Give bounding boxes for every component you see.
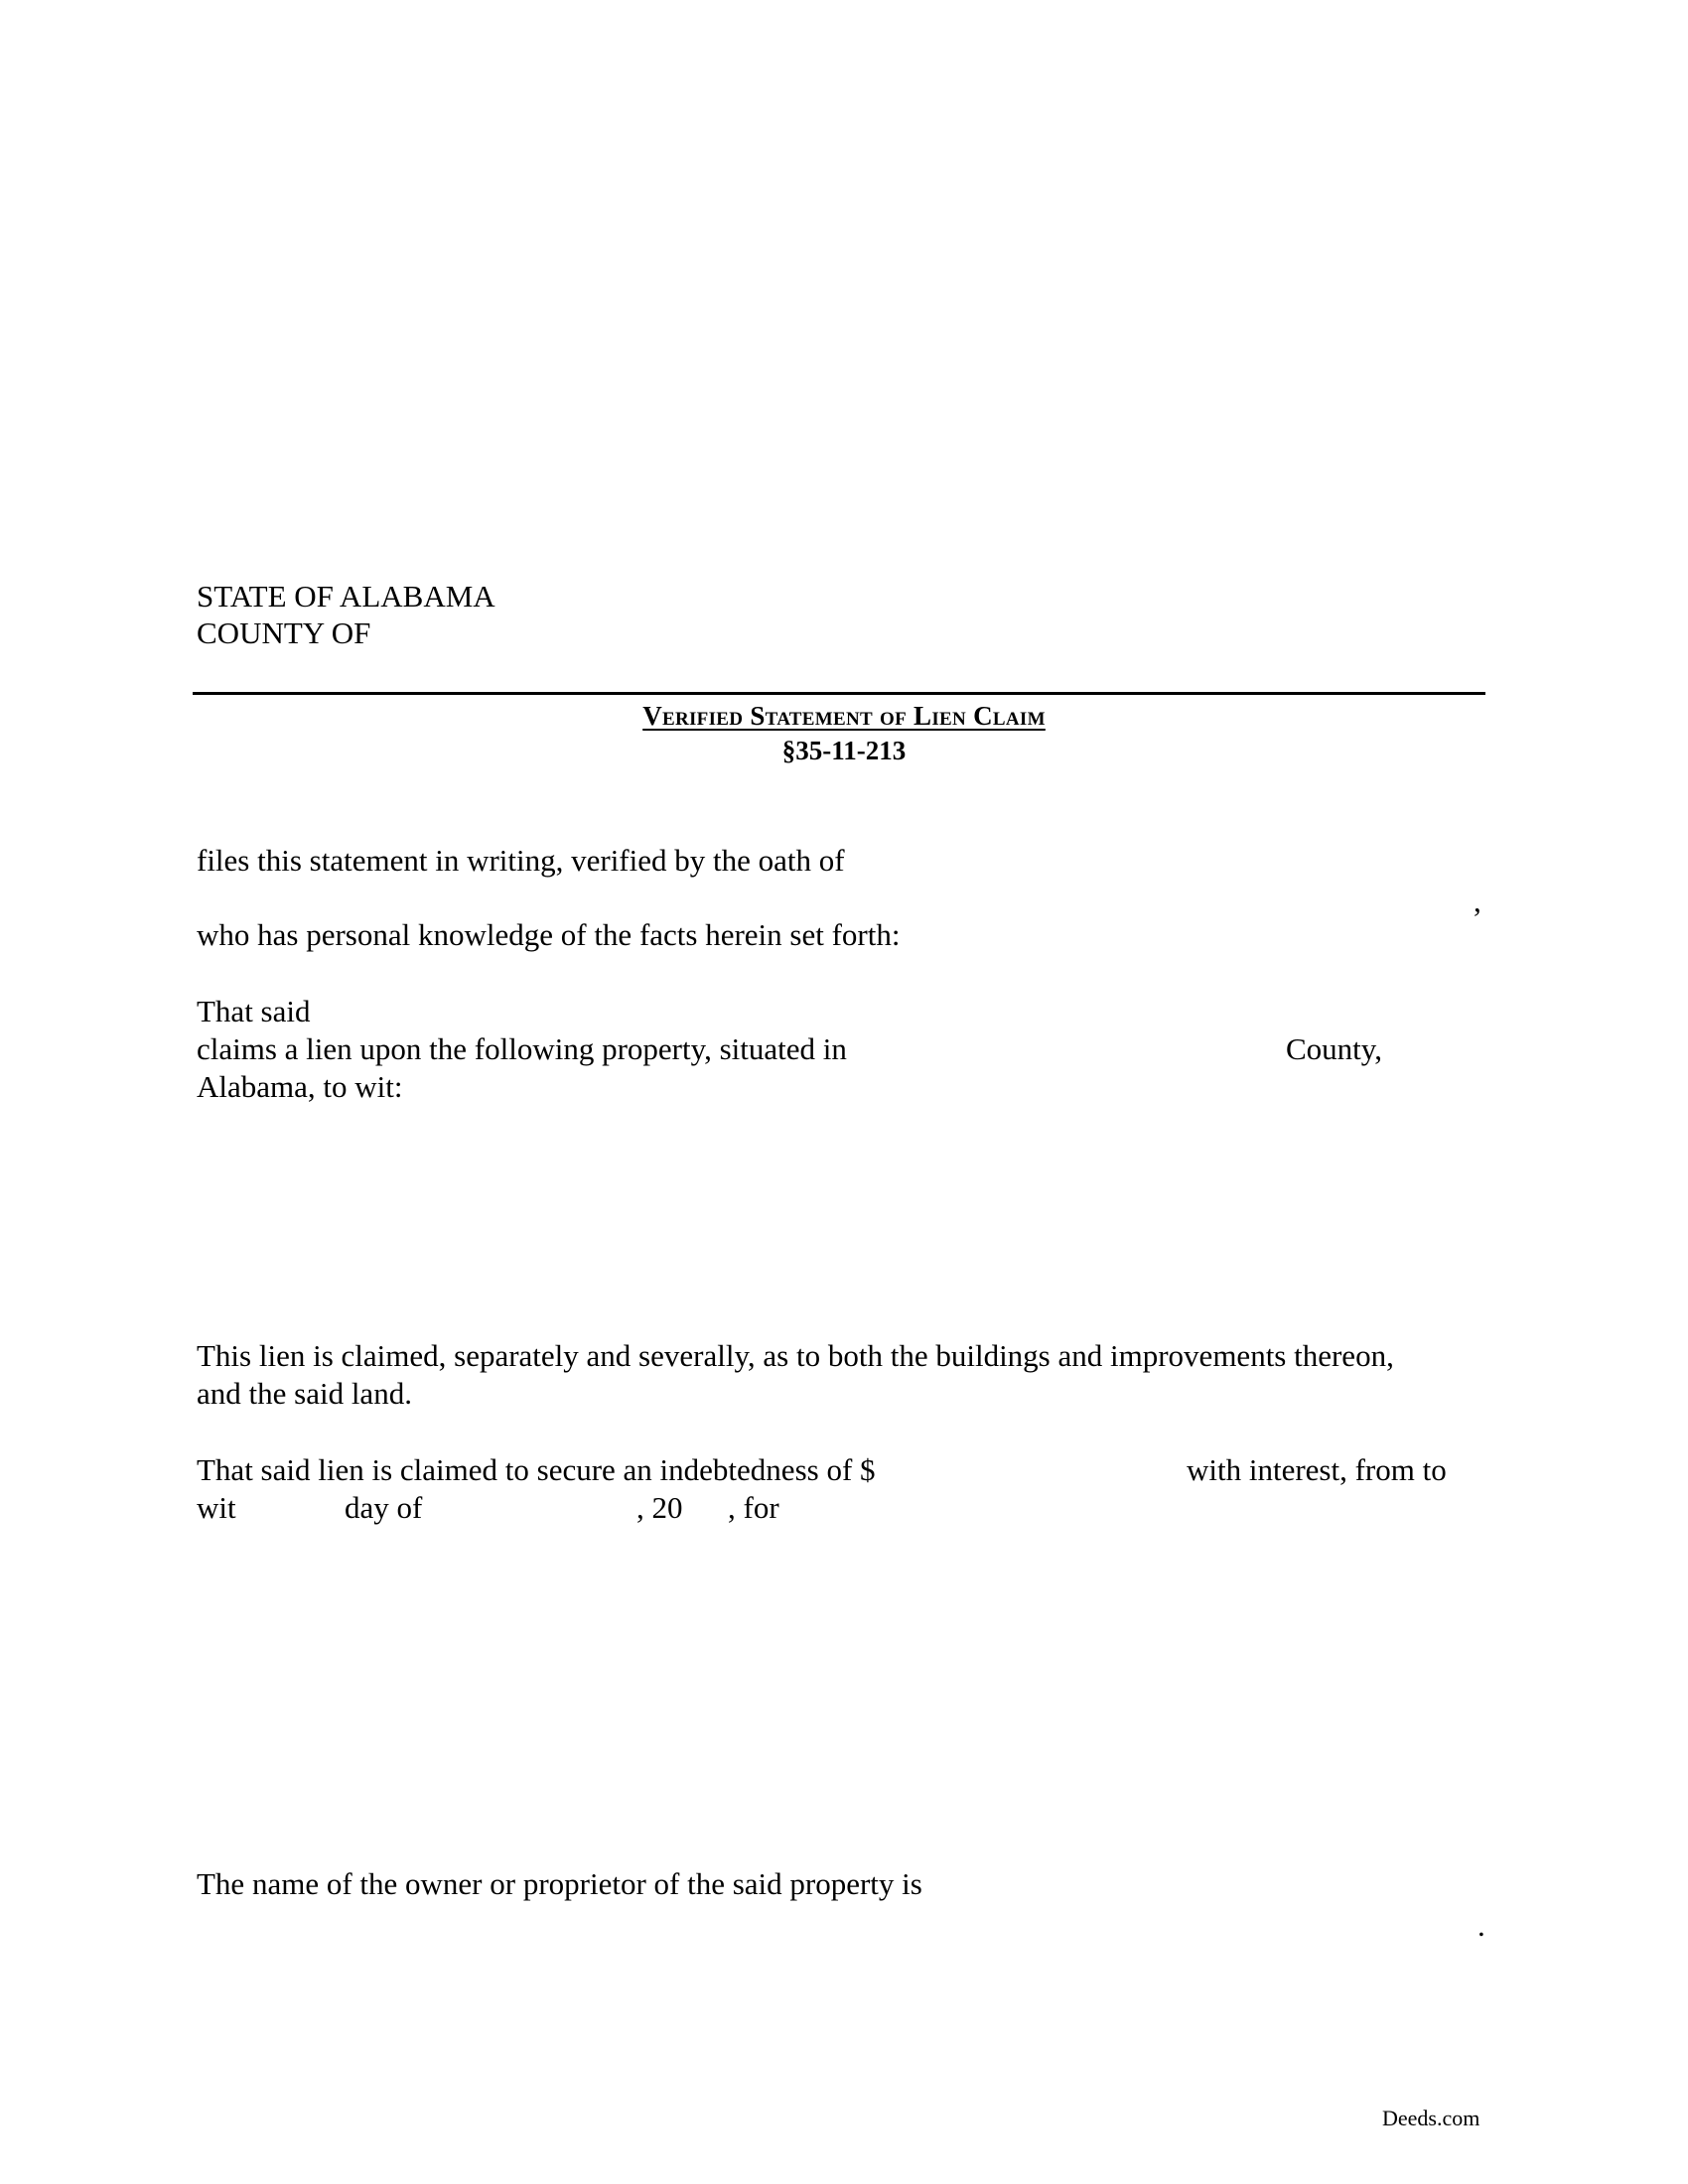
with-interest-text: with interest, from to — [1187, 1452, 1447, 1487]
year-prefix: , 20 — [636, 1490, 683, 1525]
wit-word: wit — [197, 1490, 236, 1525]
header-divider — [193, 692, 1485, 695]
footer-brand: Deeds.com — [1382, 2106, 1480, 2130]
period-mark: . — [1477, 1908, 1485, 1943]
comma-mark: , — [1474, 884, 1481, 918]
statute-reference: §35-11-213 — [781, 736, 907, 765]
lien-claimed-line-2: and the said land. — [197, 1376, 412, 1411]
county-line: COUNTY OF — [197, 615, 371, 650]
that-said-line: That said — [197, 994, 311, 1028]
county-word: County, — [1286, 1031, 1383, 1066]
state-line: STATE OF ALABAMA — [197, 579, 495, 614]
knowledge-line: who has personal knowledge of the facts herein set forth: — [197, 917, 901, 952]
alabama-to-wit-line: Alabama, to wit: — [197, 1069, 403, 1104]
claims-lien-line: claims a lien upon the following property, situated in — [197, 1031, 847, 1066]
files-statement-line: files this statement in writing, verified by the oath of — [197, 843, 845, 878]
indebtedness-line: That said lien is claimed to secure an indebtedness of $ — [197, 1452, 876, 1487]
document-title-text: Verified Statement of Lien Claim — [642, 701, 1046, 731]
for-word: , for — [728, 1490, 779, 1525]
document-title — [0, 700, 1688, 732]
lien-claimed-line-1: This lien is claimed, separately and severally, as to both the buildings and improvements thereon, — [197, 1338, 1394, 1373]
day-of-text: day of — [345, 1490, 423, 1525]
owner-line: The name of the owner or proprietor of the said property is — [197, 1866, 922, 1901]
